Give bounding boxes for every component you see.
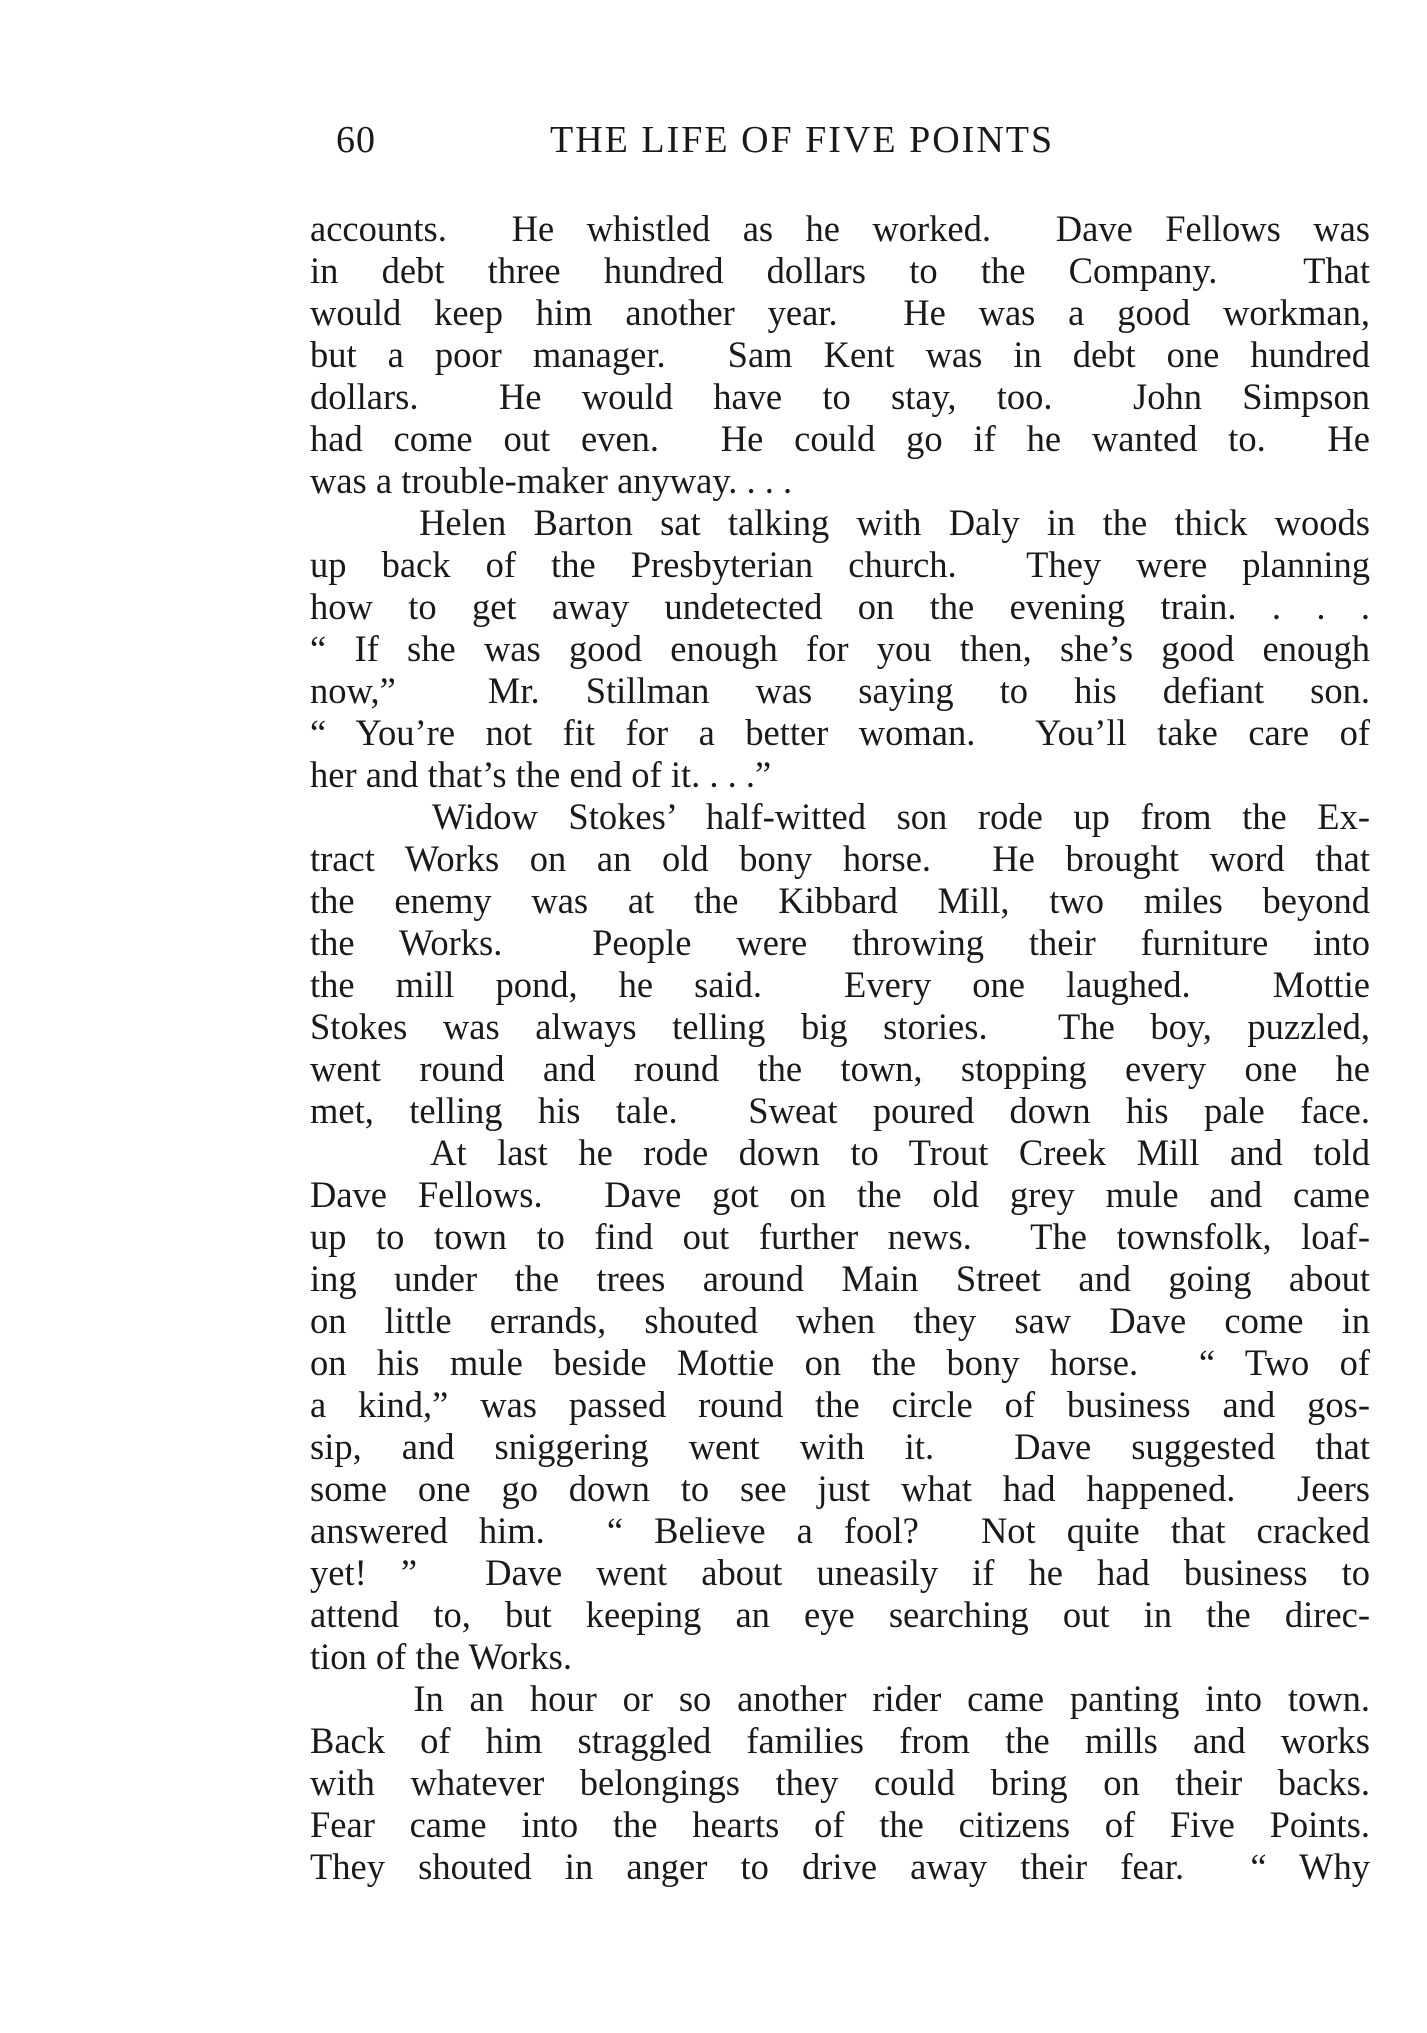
text-line: in debt three hundred dollars to the Company. That — [310, 250, 1370, 291]
text-line: Helen Barton sat talking with Daly in the thick woods — [310, 502, 1370, 543]
text-line: up to town to find out further news. The townsfolk, loaf- — [310, 1216, 1370, 1257]
text-line: sip, and sniggering went with it. Dave suggested that — [310, 1426, 1370, 1467]
text-line: the mill pond, he said. Every one laughed. Mottie — [310, 964, 1370, 1005]
text-line: Widow Stokes’ half-witted son rode up from the Ex- — [310, 796, 1370, 837]
text-line: now,” Mr. Stillman was saying to his defiant son. — [310, 670, 1370, 711]
text-line: was a trouble-maker anyway. . . . — [310, 460, 793, 501]
text-line: went round and round the town, stopping every one he — [310, 1048, 1370, 1089]
text-line: ing under the trees around Main Street and going about — [310, 1258, 1370, 1299]
text-line: the Works. People were throwing their furniture into — [310, 922, 1370, 963]
running-title: THE LIFE OF FIVE POINTS — [550, 119, 1055, 161]
text-line: Stokes was always telling big stories. The boy, puzzled, — [310, 1006, 1370, 1047]
text-line: dollars. He would have to stay, too. John Simpson — [310, 376, 1370, 417]
text-line: answered him. “ Believe a fool? Not quite that cracked — [310, 1510, 1370, 1551]
text-line: how to get away undetected on the evening train. . . . — [310, 586, 1370, 627]
text-line: would keep him another year. He was a good workman, — [310, 292, 1370, 333]
text-line: a kind,” was passed round the circle of business and gos- — [310, 1384, 1370, 1425]
text-line: her and that’s the end of it. . . .” — [310, 754, 772, 795]
text-line: Back of him straggled families from the mills and works — [310, 1720, 1370, 1761]
text-line: some one go down to see just what had happened. Jeers — [310, 1468, 1370, 1509]
text-line: accounts. He whistled as he worked. Dave Fellows was — [310, 208, 1370, 249]
text-line: on little errands, shouted when they saw Dave come in — [310, 1300, 1370, 1341]
page-number: 60 — [336, 119, 376, 161]
text-line: “ If she was good enough for you then, she’s good enough — [310, 628, 1370, 669]
text-line: but a poor manager. Sam Kent was in debt one hundred — [310, 334, 1370, 375]
text-line: Fear came into the hearts of the citizens of Five Points. — [310, 1804, 1370, 1845]
text-line: the enemy was at the Kibbard Mill, two miles beyond — [310, 880, 1370, 921]
text-line: “ You’re not fit for a better woman. You’ll take care of — [310, 712, 1370, 753]
body-text — [310, 208, 1370, 1888]
text-line: up back of the Presbyterian church. They were planning — [310, 544, 1370, 585]
text-line: Dave Fellows. Dave got on the old grey mule and came — [310, 1174, 1370, 1215]
text-line: met, telling his tale. Sweat poured down his pale face. — [310, 1090, 1370, 1131]
running-head — [336, 118, 1156, 168]
text-line: They shouted in anger to drive away their fear. “ Why — [310, 1846, 1370, 1887]
text-line: yet! ” Dave went about uneasily if he had business to — [310, 1552, 1370, 1593]
text-line: on his mule beside Mottie on the bony horse. “ Two of — [310, 1342, 1370, 1383]
text-line: tion of the Works. — [310, 1636, 573, 1677]
text-line: with whatever belongings they could bring on their backs. — [310, 1762, 1370, 1803]
text-line: In an hour or so another rider came panting into town. — [310, 1678, 1370, 1719]
text-line: attend to, but keeping an eye searching out in the direc- — [310, 1594, 1370, 1635]
text-line: At last he rode down to Trout Creek Mill and told — [310, 1132, 1370, 1173]
text-line: had come out even. He could go if he wanted to. He — [310, 418, 1370, 459]
text-line: tract Works on an old bony horse. He brought word that — [310, 838, 1370, 879]
